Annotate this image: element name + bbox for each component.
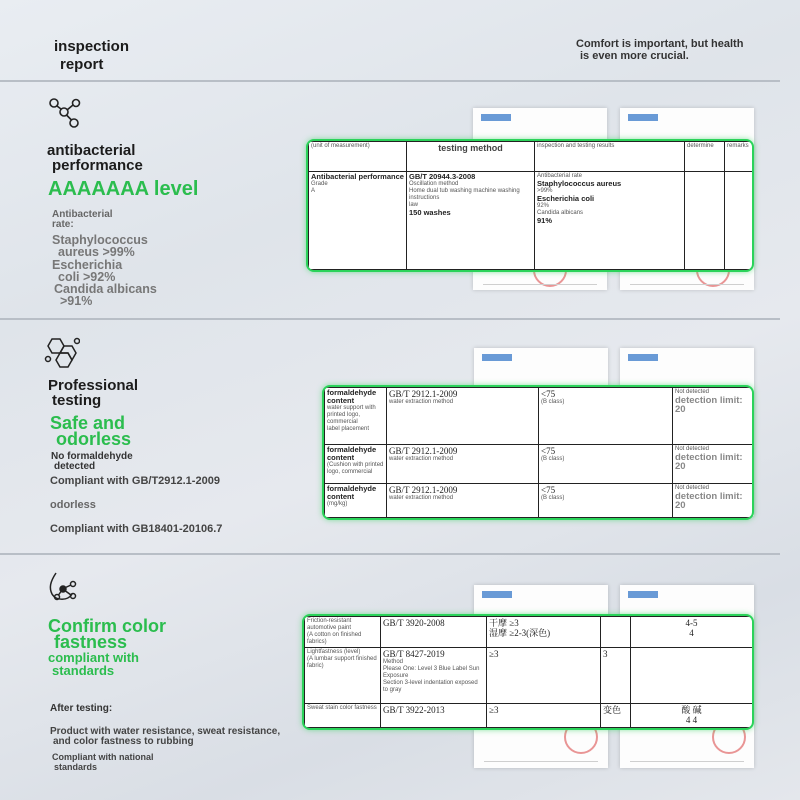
sub-line1: No formaldehyde: [51, 451, 133, 462]
std-cell: [387, 444, 539, 484]
std-cell: [387, 484, 539, 518]
header-cell: [725, 142, 753, 172]
table-row: [305, 617, 753, 648]
result-cell: [487, 617, 601, 648]
molecule-icon: [46, 95, 82, 131]
compliant-2: Compliant with GB18401-20106.7: [50, 523, 223, 535]
row-item: formaldehyde content: [327, 444, 377, 462]
row-item: formaldehyde content: [327, 484, 377, 502]
compliant-1: Compliant with GB/T2912.1-2009: [50, 475, 220, 487]
heading-line2: performance: [52, 157, 143, 174]
header-cell: [685, 142, 725, 172]
paper-line: [630, 284, 744, 285]
row-m1: Method: [383, 659, 404, 665]
paper-line: [484, 761, 598, 762]
row-sub: (mg/kg): [327, 501, 348, 508]
result-cell: [487, 704, 601, 728]
row-item: Friction-resistant automotive paint: [307, 618, 352, 631]
result-staph-value: >99%: [537, 188, 553, 194]
sub-line2: standards: [52, 663, 115, 678]
std-cell: [381, 704, 487, 728]
safe-heading: [50, 415, 131, 447]
color-fastness-table: [302, 614, 754, 730]
row-res: 变色: [603, 705, 622, 715]
header-cell: [407, 142, 535, 172]
table-row: [305, 704, 753, 728]
result-ecoli: Escherichia coli: [537, 194, 595, 203]
candida-line1: Candida albicans: [54, 282, 157, 296]
grade-label: Grade: [311, 181, 328, 187]
row-method: water extraction method: [389, 495, 454, 502]
product-line1: Product with water resistance, sweat resistance,: [50, 726, 281, 737]
compliant-heading: [48, 651, 139, 677]
table-row: [325, 388, 753, 445]
result-cell: [539, 444, 673, 484]
result-candida-value: 91%: [537, 216, 553, 225]
row-item: Sweat stain color fastness: [307, 705, 377, 711]
page-title: [54, 38, 129, 74]
row-class: (B class): [541, 495, 565, 502]
row-right: 4-5: [685, 618, 698, 628]
heading-line1: Professional: [48, 377, 139, 394]
table-row: [325, 484, 753, 518]
heading-line1: antibacterial: [47, 142, 136, 159]
washes: 150 washes: [409, 208, 451, 217]
title-line2: report: [60, 56, 104, 73]
sub-line2: detected: [54, 461, 96, 472]
res-cell: [601, 704, 631, 728]
lab-logo: [482, 354, 512, 361]
item-cell: [305, 617, 381, 648]
row-sub: water support with printed logo, commercial: [327, 405, 376, 425]
molecule-drop-icon: [46, 570, 82, 606]
table-row: [309, 172, 753, 270]
method-cell: [407, 172, 535, 270]
res-cell: [601, 617, 631, 648]
header-determine: determine: [687, 143, 714, 149]
header-cell: [535, 142, 685, 172]
row-class: (B class): [541, 455, 565, 462]
result-ecoli-value: 92%: [537, 203, 550, 209]
table-row: [305, 648, 753, 704]
row-r1: 干摩 ≥3: [489, 618, 519, 628]
level-label: AAAAAAA level: [48, 178, 199, 200]
sub-line1: compliant with: [48, 650, 139, 665]
row-std: GB/T 3922-2013: [383, 705, 445, 715]
result-staph: Staphylococcus aureus: [537, 179, 622, 188]
right-cell: [631, 648, 753, 704]
staph-item: [52, 234, 148, 258]
header-unit: (unit of measurement): [311, 143, 370, 149]
comp-line2: standards: [54, 762, 98, 772]
title-line1: inspection: [54, 38, 130, 55]
green-line1: Safe and: [50, 413, 126, 433]
row-result: <75: [541, 389, 556, 399]
row-det1: Not detected: [675, 445, 710, 452]
item-name: Antibacterial performance: [311, 172, 404, 181]
row-det2: detection limit: 20: [675, 395, 743, 415]
item-cell: [305, 648, 381, 704]
paper-line: [483, 284, 597, 285]
antibacterial-table: [306, 139, 754, 272]
rate-label-line2: rate:: [52, 219, 74, 230]
row-std: GB/T 2912.1-2009: [389, 389, 458, 399]
item-cell: [325, 484, 387, 518]
green-line1: Confirm color: [48, 616, 167, 636]
item-cell: [325, 444, 387, 484]
row-item: formaldehyde content: [327, 388, 377, 405]
item-cell: [325, 388, 387, 445]
row-det1: Not detected: [675, 485, 710, 492]
detect-cell: [673, 484, 753, 518]
res-cell: [601, 648, 631, 704]
professional-heading: [48, 378, 138, 408]
method-line2: Home dual tub washing machine washing instructions: [409, 188, 520, 201]
row-method: water extraction method: [389, 399, 454, 405]
row-sub2: label placement: [327, 426, 370, 432]
row-result: <75: [541, 445, 556, 456]
results-cell: [535, 172, 685, 270]
empty-cell: [725, 172, 753, 270]
heading-line2: testing: [52, 392, 102, 409]
lab-logo: [482, 591, 512, 598]
method-line1: Oscillation method: [409, 181, 459, 187]
paper-line: [630, 761, 744, 762]
empty-cell: [685, 172, 725, 270]
grade-value: A: [311, 188, 316, 194]
row-sub: (A lumbar support finished fabric): [307, 656, 377, 669]
row-std: GB/T 2912.1-2009: [389, 485, 458, 496]
product-line2: and color fastness to rubbing: [53, 736, 194, 747]
rate-label: [52, 210, 113, 230]
row-det1: Not detected: [675, 389, 710, 395]
detect-cell: [673, 444, 753, 484]
row-method: water extraction method: [389, 455, 454, 462]
std-cell: [381, 648, 487, 704]
row-det2: detection limit: 20: [675, 451, 743, 472]
odorless-label: odorless: [50, 499, 96, 511]
header-cell: [309, 142, 407, 172]
row-class: (B class): [541, 399, 565, 405]
staph-line2: aureus >99%: [58, 245, 135, 259]
row-r1: ≥3: [489, 649, 499, 659]
formaldehyde-table: [322, 385, 754, 520]
green-line2: fastness: [54, 632, 128, 652]
table-header-row: [309, 142, 753, 172]
row-right: 酸 碱: [681, 705, 702, 715]
row-result: <75: [541, 485, 556, 496]
row-r2: 湿摩 ≥2-3(深色): [489, 628, 551, 638]
row-sub: (Cushion with printed logo, commercial: [327, 461, 384, 475]
row-m3: Section 3-level indentation exposed to gray: [383, 680, 478, 693]
comp-line1: Compliant with national: [52, 752, 154, 762]
ecoli-line2: coli >92%: [58, 270, 116, 284]
item-cell: [305, 704, 381, 728]
row-res: 3: [603, 649, 608, 659]
lab-logo: [628, 354, 658, 361]
product-statement: [50, 727, 280, 747]
standard: GB/T 20944.3-2008: [409, 172, 476, 181]
row-std: GB/T 8427-2019: [383, 649, 445, 659]
lab-logo: [628, 591, 658, 598]
chemical-structure-icon: [44, 333, 80, 369]
right-cell: [631, 617, 753, 648]
slogan-line1: Comfort is important, but health: [576, 38, 744, 50]
no-formaldehyde-note: [51, 452, 133, 472]
row-item: Lightfastness (level): [307, 649, 361, 655]
lab-logo: [481, 114, 511, 121]
item-cell: [309, 172, 407, 270]
divider-bottom: [0, 553, 780, 555]
header-method: testing method: [438, 143, 503, 153]
row-det2: detection limit: 20: [675, 491, 743, 512]
table-row: [325, 444, 753, 484]
method-line3: law: [409, 202, 419, 208]
ecoli-line1: Escherichia: [52, 258, 123, 272]
row-std: GB/T 3920-2008: [383, 618, 445, 628]
slogan-line2: is even more crucial.: [580, 50, 689, 62]
right-cell: [631, 704, 753, 728]
after-testing-label: After testing:: [50, 703, 113, 714]
antibacterial-heading: [47, 143, 143, 173]
national-standards: [52, 752, 154, 772]
staph-line1: Staphylococcus: [52, 233, 148, 247]
row-sub: (A cotton on finished fabrics): [307, 632, 362, 645]
green-line2: odorless: [56, 429, 132, 449]
color-fastness-heading: [48, 618, 166, 650]
std-cell: [387, 388, 539, 445]
divider-top: [0, 80, 780, 82]
result-cell: [487, 648, 601, 704]
row-m2: Please One: Level 3 Blue Label Sun Exposure: [383, 666, 480, 679]
result-cell: [539, 484, 673, 518]
candida-line2: >91%: [60, 294, 93, 308]
rate-label-line1: Antibacterial: [52, 209, 113, 220]
detect-cell: [673, 388, 753, 445]
results-label: Antibacterial rate: [537, 173, 583, 179]
candida-item: [54, 283, 157, 307]
row-right2: 4 4: [685, 715, 698, 725]
header-results: inspection and testing results: [537, 143, 615, 149]
std-cell: [381, 617, 487, 648]
ecoli-item: [52, 259, 122, 283]
result-candida: Candida albicans: [537, 210, 584, 216]
divider-mid: [0, 318, 780, 320]
lab-logo: [628, 114, 658, 121]
row-right2: 4: [689, 628, 694, 638]
row-r1: ≥3: [489, 705, 499, 715]
slogan: [576, 38, 743, 62]
result-cell: [539, 388, 673, 445]
header-remarks: remarks: [727, 143, 749, 149]
row-std: GB/T 2912.1-2009: [389, 445, 458, 456]
